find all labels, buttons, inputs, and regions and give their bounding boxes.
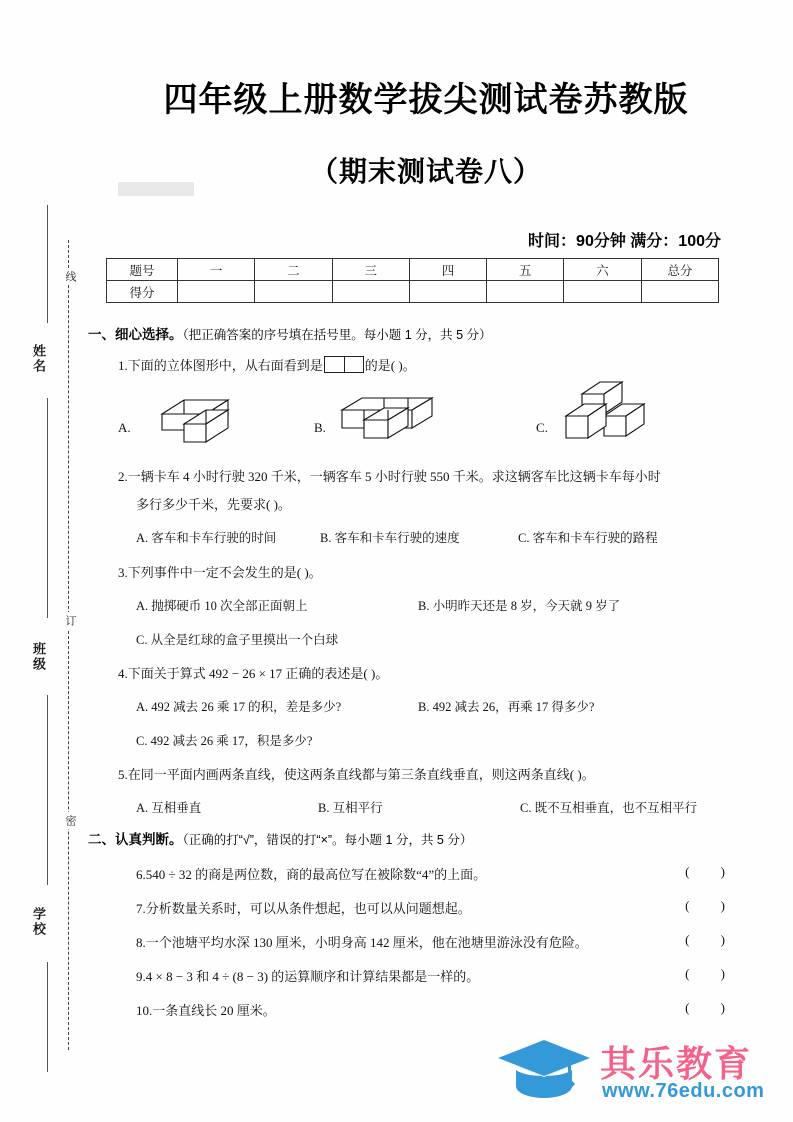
question-8-answer-box[interactable]: ( ) <box>685 932 739 947</box>
question-10-answer-box[interactable]: ( ) <box>685 1000 739 1015</box>
site-logo[interactable] <box>496 1034 766 1110</box>
question-2-text-line1: 一辆卡车 4 小时行驶 320 千米，一辆客车 5 小时行驶 550 千米。求这辆客车比这辆卡车每小时 <box>127 469 661 484</box>
question-4-number: 4. <box>118 666 128 681</box>
score-table <box>106 258 719 303</box>
question-10 <box>136 1000 276 1019</box>
question-3-number: 3. <box>118 565 128 580</box>
watermark-smudge <box>118 182 194 196</box>
seal-word-mi: 密 <box>60 812 78 829</box>
question-4-option-a[interactable]: A. 492 减去 26 乘 17 的积，差是多少? <box>136 700 342 714</box>
field-label-school: 学校 <box>31 907 46 937</box>
question-5-line1 <box>118 764 595 783</box>
row-label-score: 得分 <box>107 281 178 303</box>
score-cell-3[interactable] <box>332 281 409 303</box>
question-3-option-b[interactable]: B. 小明昨天还是 8 岁，今天就 9 岁了 <box>418 599 621 613</box>
question-10-text: 一条直线长 20 厘米。 <box>152 1003 276 1018</box>
col-header-1: 一 <box>178 259 255 281</box>
question-5-number: 5. <box>118 767 128 782</box>
question-8 <box>136 932 588 951</box>
question-2-option-a[interactable]: A. 客车和卡车行驶的时间 <box>136 531 277 545</box>
figure-b-cubes <box>336 390 456 448</box>
page-subtitle: （期末测试卷八） <box>309 156 542 187</box>
seal-dotted-line <box>68 240 69 1050</box>
question-9 <box>136 966 479 985</box>
question-1-text-after: 的是( )。 <box>364 358 416 373</box>
question-7-text: 分析数量关系时，可以从条件想起，也可以从问题想起。 <box>145 901 471 916</box>
question-2-option-b[interactable]: B. 客车和卡车行驶的速度 <box>320 531 460 545</box>
question-7 <box>136 898 471 917</box>
question-6-text: 540 ÷ 32 的商是两位数，商的最高位写在被除数“4”的上面。 <box>145 867 487 882</box>
score-cell-6[interactable] <box>564 281 641 303</box>
rail-rule-4 <box>47 962 48 1072</box>
seal-word-xian: 线 <box>60 268 78 285</box>
question-6-answer-box[interactable]: ( ) <box>685 864 739 879</box>
question-5-text: 在同一平面内画两条直线，使这两条直线都与第三条直线垂直，则这两条直线( )。 <box>127 767 595 782</box>
question-3-text: 下列事件中一定不会发生的是( )。 <box>127 565 322 580</box>
question-5-option-b[interactable]: B. 互相平行 <box>318 801 383 815</box>
question-4-option-b[interactable]: B. 492 减去 26，再乘 17 得多少? <box>418 700 595 714</box>
graduation-cap-icon <box>496 1034 592 1104</box>
question-1-figures <box>118 386 728 448</box>
figure-a-cubes <box>140 390 250 448</box>
score-cell-1[interactable] <box>178 281 255 303</box>
section-2-name: 认真判断。 <box>115 832 183 847</box>
score-cell-5[interactable] <box>487 281 564 303</box>
question-7-answer-box[interactable]: ( ) <box>685 898 739 913</box>
score-cell-2[interactable] <box>255 281 332 303</box>
section-2-number: 二、 <box>88 832 115 847</box>
field-label-class: 班级 <box>31 642 46 672</box>
exam-meta: 时间：90分钟 满分：100分 <box>528 233 721 250</box>
question-10-number: 10. <box>136 1003 153 1018</box>
question-3-option-a[interactable]: A. 抛掷硬币 10 次全部正面朝上 <box>136 599 308 613</box>
question-1-text-before: 下面的立体图形中，从右面看到是 <box>127 358 323 373</box>
question-8-text: 一个池塘平均水深 130 厘米，小明身高 142 厘米，他在池塘里游泳没有危险。 <box>145 935 588 950</box>
question-2-option-c[interactable]: C. 客车和卡车行驶的路程 <box>518 531 658 545</box>
score-cell-total[interactable] <box>641 281 718 303</box>
logo-brand-text: 其乐教育 <box>600 1043 753 1084</box>
binding-margin <box>0 0 96 1122</box>
question-1-number: 1. <box>118 358 128 373</box>
question-2-line1 <box>118 466 661 485</box>
table-row-header <box>107 259 719 281</box>
question-6-number: 6. <box>136 867 146 882</box>
field-label-name: 姓名 <box>31 344 46 374</box>
question-9-text: 4 × 8 − 3 和 4 ÷ (8 − 3) 的运算顺序和计算结果都是一样的。 <box>145 969 480 984</box>
figure-label-a: A. <box>118 420 131 435</box>
section-1-number: 一、 <box>88 327 115 342</box>
question-3-option-c[interactable]: C. 从全是红球的盒子里摸出一个白球 <box>136 633 339 647</box>
rail-rule-3 <box>47 695 48 885</box>
section-heading-1 <box>88 323 492 343</box>
section-2-instruction: （正确的打“√”，错误的打“×”。每小题 1 分，共 5 分） <box>182 833 473 847</box>
figure-label-c: C. <box>536 420 548 435</box>
col-header-total: 总分 <box>641 259 718 281</box>
question-7-number: 7. <box>136 901 146 916</box>
question-8-number: 8. <box>136 935 146 950</box>
question-4-line1 <box>118 663 388 682</box>
question-3-line1 <box>118 562 322 581</box>
rail-rule-2 <box>47 398 48 618</box>
question-5-option-a[interactable]: A. 互相垂直 <box>136 801 202 815</box>
view-shape-box-icon <box>324 356 364 373</box>
question-9-number: 9. <box>136 969 146 984</box>
question-1 <box>118 355 416 374</box>
question-9-answer-box[interactable]: ( ) <box>685 966 739 981</box>
page-title: 四年级上册数学拔尖测试卷苏教版 <box>163 81 689 119</box>
section-1-instruction: （把正确答案的序号填在括号里。每小题 1 分，共 5 分） <box>182 328 492 342</box>
question-4-option-c[interactable]: C. 492 减去 26 乘 17，积是多少? <box>136 734 313 748</box>
question-2-number: 2. <box>118 469 128 484</box>
section-1-name: 细心选择。 <box>115 327 183 342</box>
col-header-4: 四 <box>409 259 486 281</box>
question-6 <box>136 864 486 883</box>
rail-rule-1 <box>47 205 48 323</box>
question-4-text: 下面关于算式 492 − 26 × 17 正确的表述是( )。 <box>127 666 389 681</box>
logo-url-text: www.76edu.com <box>602 1080 765 1102</box>
score-cell-4[interactable] <box>409 281 486 303</box>
col-header-3: 三 <box>332 259 409 281</box>
seal-word-ding: 订 <box>60 612 78 629</box>
question-5-option-c[interactable]: C. 既不互相垂直，也不互相平行 <box>520 801 698 815</box>
col-header-2: 二 <box>255 259 332 281</box>
col-header-5: 五 <box>487 259 564 281</box>
row-label-number: 题号 <box>107 259 178 281</box>
table-row-score <box>107 281 719 303</box>
figure-label-b: B. <box>314 420 326 435</box>
question-2-line2: 多行多少千米，先要求( )。 <box>136 497 291 512</box>
section-heading-2 <box>88 828 472 848</box>
figure-c-cubes <box>558 376 668 450</box>
col-header-6: 六 <box>564 259 641 281</box>
